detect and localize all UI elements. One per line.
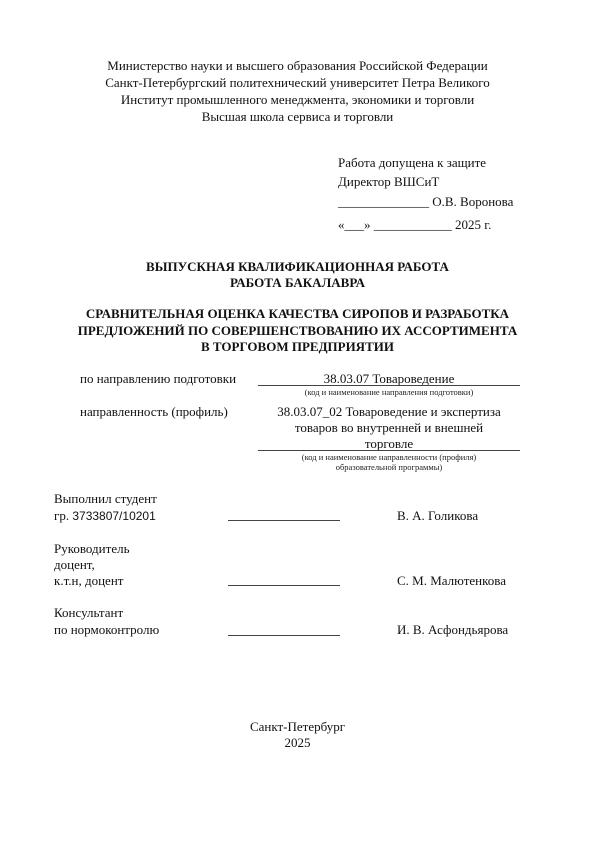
topic-line-1: СРАВНИТЕЛЬНАЯ ОЦЕНКА КАЧЕСТВА СИРОПОВ И РАЗРАБОТКА [85, 306, 510, 321]
profile-value-line-2: товаров во внутренней и внешней [294, 420, 484, 435]
consultant-role: по нормоконтролю [54, 622, 160, 637]
student-label: Выполнил студент [54, 491, 157, 506]
student-name: В. А. Голикова [397, 508, 479, 523]
supervisor-degree: к.т.н, доцент [54, 573, 124, 588]
student-group-prefix: гр. [54, 508, 73, 523]
university-line: Санкт-Петербургский политехнический университет Петра Великого [105, 75, 490, 90]
profile-underline [258, 450, 520, 451]
footer-year: 2025 [284, 735, 311, 750]
topic-line-2: ПРЕДЛОЖЕНИЙ ПО СОВЕРШЕНСТВОВАНИЮ ИХ АССОРТИМЕНТА [77, 323, 518, 338]
approval-line-2: Директор ВШСиТ [338, 174, 440, 189]
approval-line-1: Работа допущена к защите [338, 155, 487, 170]
approval-date: «___» ____________ 2025 г. [338, 217, 492, 232]
profile-value-line-1: 38.03.07_02 Товароведение и экспертиза [277, 404, 501, 419]
direction-hint: (код и наименование направления подготовки) [304, 387, 474, 397]
student-group-line [54, 507, 156, 525]
work-type-line-2: РАБОТА БАКАЛАВРА [230, 275, 365, 290]
consultant-name: И. В. Асфондьярова [397, 622, 509, 637]
profile-value-line-3: торговле [364, 436, 414, 451]
supervisor-name: С. М. Малютенкова [397, 573, 507, 588]
supervisor-position: доцент, [54, 557, 95, 572]
institute-line: Институт промышленного менеджмента, экономики и торговли [120, 92, 475, 107]
ministry-line: Министерство науки и высшего образования Российской Федерации [107, 58, 488, 73]
student-group: 3733807/10201 [72, 509, 156, 523]
work-type-line-1: ВЫПУСКНАЯ КВАЛИФИКАЦИОННАЯ РАБОТА [146, 259, 449, 274]
supervisor-signature-line [228, 585, 340, 586]
direction-value: 38.03.07 Товароведение [323, 371, 455, 386]
student-signature-line [228, 520, 340, 521]
profile-label: направленность (профиль) [80, 404, 228, 419]
direction-label: по направлению подготовки [80, 371, 237, 386]
topic-line-3: В ТОРГОВОМ ПРЕДПРИЯТИИ [201, 339, 394, 354]
approval-signature: ______________ О.В. Воронова [338, 194, 514, 209]
profile-hint-line-1: (код и наименование направленности (профиля) [301, 452, 477, 462]
consultant-label: Консультант [54, 605, 124, 620]
supervisor-label: Руководитель [54, 541, 130, 556]
direction-underline [258, 385, 520, 386]
footer-city: Санкт-Петербург [249, 719, 346, 734]
profile-hint-line-2: образовательной программы) [335, 462, 443, 472]
consultant-signature-line [228, 635, 340, 636]
school-line: Высшая школа сервиса и торговли [201, 109, 394, 124]
